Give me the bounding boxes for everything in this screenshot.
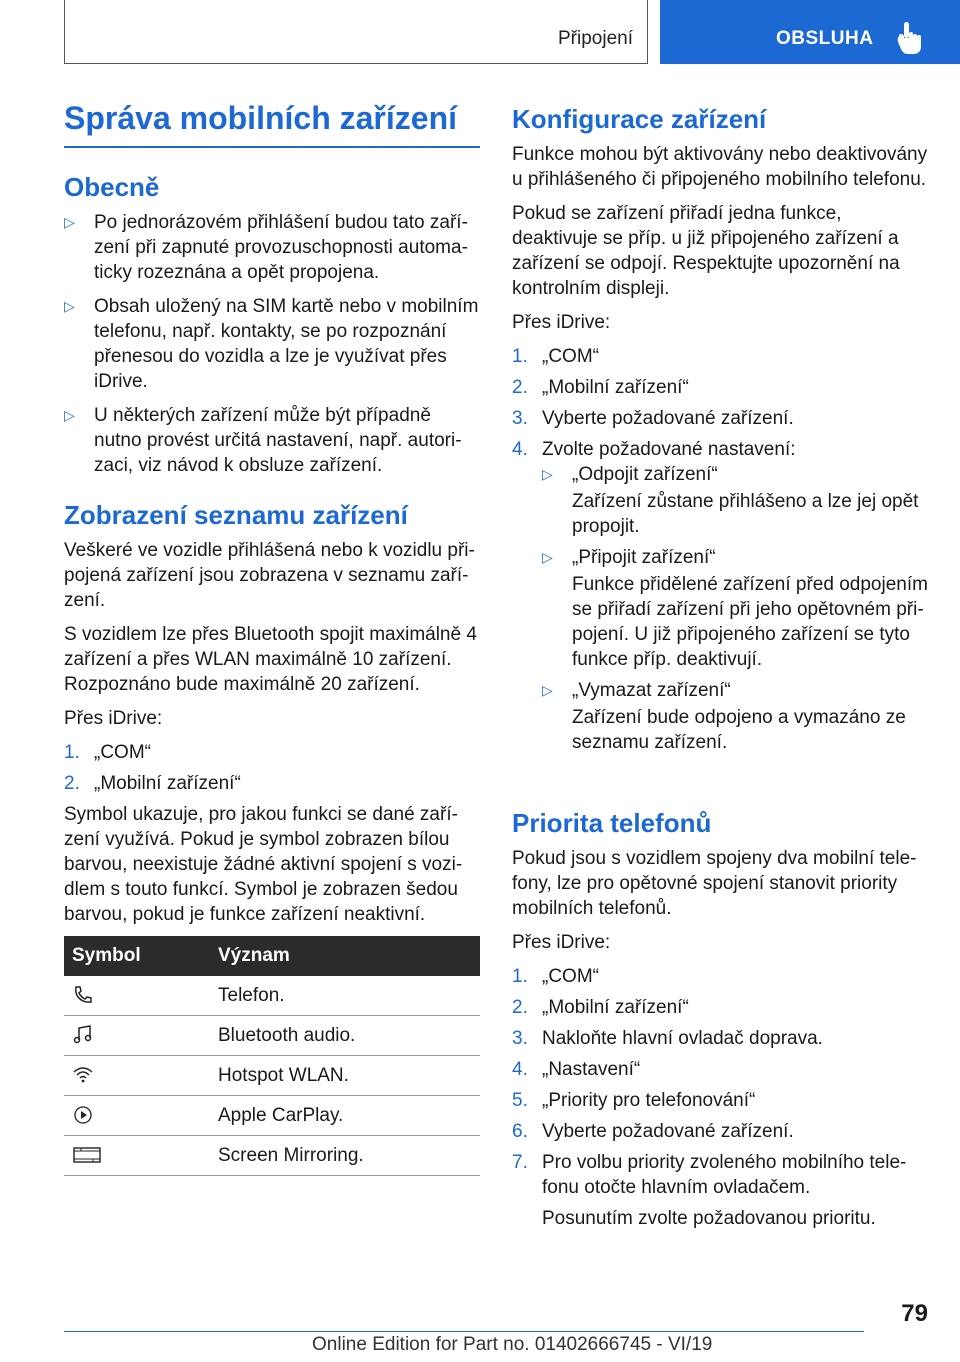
table-row bbox=[64, 1096, 480, 1136]
step-number: 7. bbox=[512, 1152, 528, 1173]
step-text: „Nastavení“ bbox=[542, 1059, 641, 1080]
step-text: „Priority pro telefonování“ bbox=[542, 1090, 756, 1111]
paragraph: Pokud jsou s vozidlem spojeny dva mobilní telefony, lze pro opětovné spojení stanovit priority mobilních telefonů. bbox=[512, 848, 917, 919]
priorita-steps bbox=[512, 964, 928, 1231]
step-number: 4. bbox=[512, 439, 528, 460]
paragraph: Funkce mohou být aktivovány nebo deaktivovány u přihlášeného či připojeného mobilního telefonu. bbox=[512, 144, 928, 190]
list-item: ▷ Obsah uložený na SIM kartě nebo v mobilním telefonu, např. kontakty, se po rozpoznání přenesou do vozidla a lze je využívat přes iDrive. bbox=[64, 294, 480, 394]
step-number: 2. bbox=[512, 377, 528, 398]
list-item bbox=[512, 375, 928, 400]
zobrazeni-steps bbox=[64, 740, 480, 796]
table-header-symbol: Symbol bbox=[64, 936, 210, 976]
table-header-meaning: Význam bbox=[210, 936, 480, 976]
edition-label: Online Edition for Part no. 01402666745 - VI/19 bbox=[312, 1334, 713, 1355]
list-item bbox=[512, 406, 928, 431]
table-header-row bbox=[64, 936, 480, 976]
table-cell: Screen Mirroring. bbox=[210, 1136, 480, 1176]
section-heading-obecne: Obecně bbox=[64, 172, 160, 202]
list-item: ▷ Po jednorázovém přihlášení budou tato zařízení při zapnuté provozuschopnosti automaticky rozeznána a opět propojena. bbox=[64, 210, 480, 285]
option-description: Zařízení bude odpojeno a vymazáno ze seznamu zařízení. bbox=[572, 707, 906, 753]
step-text: „COM“ bbox=[94, 742, 151, 763]
list-item bbox=[512, 1119, 928, 1144]
step-text: Pro volbu priority zvoleného mobilního telefonu otočte hlavním ovladačem. bbox=[542, 1152, 907, 1198]
step-number: 4. bbox=[512, 1059, 528, 1080]
step-number: 1. bbox=[512, 966, 528, 987]
section-heading-zobrazeni: Zobrazení seznamu zařízení bbox=[64, 500, 408, 530]
page-title: Správa mobilních zařízení bbox=[64, 100, 457, 136]
option-title: „Připojit zařízení“ bbox=[572, 547, 716, 568]
page-number: 79 bbox=[901, 1300, 928, 1327]
list-item bbox=[542, 462, 928, 539]
step-note: Posunutím zvolte požadovanou prioritu. bbox=[542, 1208, 876, 1229]
symbol-table bbox=[64, 936, 480, 1176]
option-title: „Vymazat zařízení“ bbox=[572, 680, 731, 701]
header-section-box bbox=[64, 0, 648, 64]
step-number: 1. bbox=[512, 346, 528, 367]
step-text: „COM“ bbox=[542, 966, 599, 987]
table-cell: Telefon. bbox=[210, 976, 480, 1016]
step-text: „Mobilní zařízení“ bbox=[542, 997, 689, 1018]
section-heading-konfigurace: Konfigurace zařízení bbox=[512, 104, 767, 134]
table-row bbox=[64, 1136, 480, 1176]
list-item bbox=[512, 1057, 928, 1082]
obecne-bullet-list bbox=[64, 210, 480, 487]
paragraph: Přes iDrive: bbox=[512, 312, 611, 333]
table-row bbox=[64, 976, 480, 1016]
hand-pointer-icon bbox=[896, 22, 922, 54]
paragraph: Přes iDrive: bbox=[64, 708, 163, 729]
list-item bbox=[512, 344, 928, 369]
konfigurace-body bbox=[512, 142, 928, 761]
konfigurace-steps bbox=[512, 344, 928, 755]
step-text: „Mobilní zařízení“ bbox=[94, 773, 241, 794]
settings-options-list bbox=[542, 462, 928, 755]
list-item bbox=[542, 545, 928, 672]
paragraph: Pokud se zařízení přiřadí jedna funkce, deaktivuje se příp. u již připojeného zařízení a zařízení se odpojí. Respektujte upozornění na kontrolním displeji. bbox=[512, 203, 900, 299]
screen-mirroring-icon bbox=[72, 1144, 102, 1166]
paragraph: S vozidlem lze přes Bluetooth spojit maximálně 4 zařízení a přes WLAN maximálně 10 zařízení. Rozpoznáno bude maximálně 20 zařízení. bbox=[64, 624, 477, 695]
step-number: 2. bbox=[64, 773, 80, 794]
section-heading-priorita: Priorita telefonů bbox=[512, 808, 712, 838]
list-item bbox=[512, 1026, 928, 1051]
paragraph: Symbol ukazuje, pro jakou funkci se dané zařízení využívá. Pokud je symbol zobrazen bílou barvou, neexistuje žádné aktivní spojení s vozidlem s touto funkcí. Symbol je zobrazen šedou barvou, pokud je funkce zařízení neaktivní. bbox=[64, 804, 463, 925]
list-item bbox=[512, 1150, 928, 1231]
table-cell: Apple CarPlay. bbox=[210, 1096, 480, 1136]
step-number: 6. bbox=[512, 1121, 528, 1142]
step-text: Vyberte požadované zařízení. bbox=[542, 408, 794, 429]
step-number: 3. bbox=[512, 408, 528, 429]
step-number: 3. bbox=[512, 1028, 528, 1049]
step-text: Nakloňte hlavní ovladač doprava. bbox=[542, 1028, 823, 1049]
list-item bbox=[64, 740, 480, 765]
title-rule bbox=[64, 146, 480, 148]
wifi-icon bbox=[72, 1064, 94, 1086]
header-chapter-box bbox=[660, 0, 960, 64]
list-item bbox=[512, 964, 928, 989]
paragraph: Veškeré ve vozidle přihlášená nebo k vozidlu připojená zařízení jsou zobrazena v seznamu zařízení. bbox=[64, 540, 475, 611]
phone-icon bbox=[72, 984, 94, 1006]
option-title: „Odpojit zařízení“ bbox=[572, 464, 718, 485]
table-row bbox=[64, 1056, 480, 1096]
step-text: „COM“ bbox=[542, 346, 599, 367]
table-cell: Hotspot WLAN. bbox=[210, 1056, 480, 1096]
step-text: Zvolte požadované nastavení: bbox=[542, 439, 796, 460]
paragraph: Přes iDrive: bbox=[512, 932, 611, 953]
list-item bbox=[512, 1088, 928, 1113]
table-row bbox=[64, 1016, 480, 1056]
list-item: ▷ U některých zařízení může být případně nutno provést určitá nastavení, např. autorizaci, viz návod k obsluze zařízení. bbox=[64, 403, 480, 478]
list-item bbox=[512, 437, 928, 755]
option-description: Zařízení zůstane přihlášeno a lze jej opět propojit. bbox=[572, 491, 919, 537]
step-number: 1. bbox=[64, 742, 80, 763]
list-item bbox=[64, 771, 480, 796]
music-note-icon bbox=[72, 1024, 94, 1046]
step-number: 2. bbox=[512, 997, 528, 1018]
zobrazeni-body bbox=[64, 538, 480, 936]
header-section-label: Připojení bbox=[558, 28, 633, 49]
priorita-body bbox=[512, 846, 928, 1237]
table-cell: Bluetooth audio. bbox=[210, 1016, 480, 1056]
step-text: Vyberte požadované zařízení. bbox=[542, 1121, 794, 1142]
list-item bbox=[542, 678, 928, 755]
footer-rule bbox=[64, 1331, 864, 1332]
option-description: Funkce přidělené zařízení před odpojením se přiřadí zařízení při jeho opětovném připojení. U již připojeného zařízení se tyto funkce příp. deaktivují. bbox=[572, 574, 928, 670]
list-item bbox=[512, 995, 928, 1020]
step-text: „Mobilní zařízení“ bbox=[542, 377, 689, 398]
step-number: 5. bbox=[512, 1090, 528, 1111]
carplay-icon bbox=[72, 1104, 94, 1126]
header-chapter-label: OBSLUHA bbox=[776, 28, 874, 49]
